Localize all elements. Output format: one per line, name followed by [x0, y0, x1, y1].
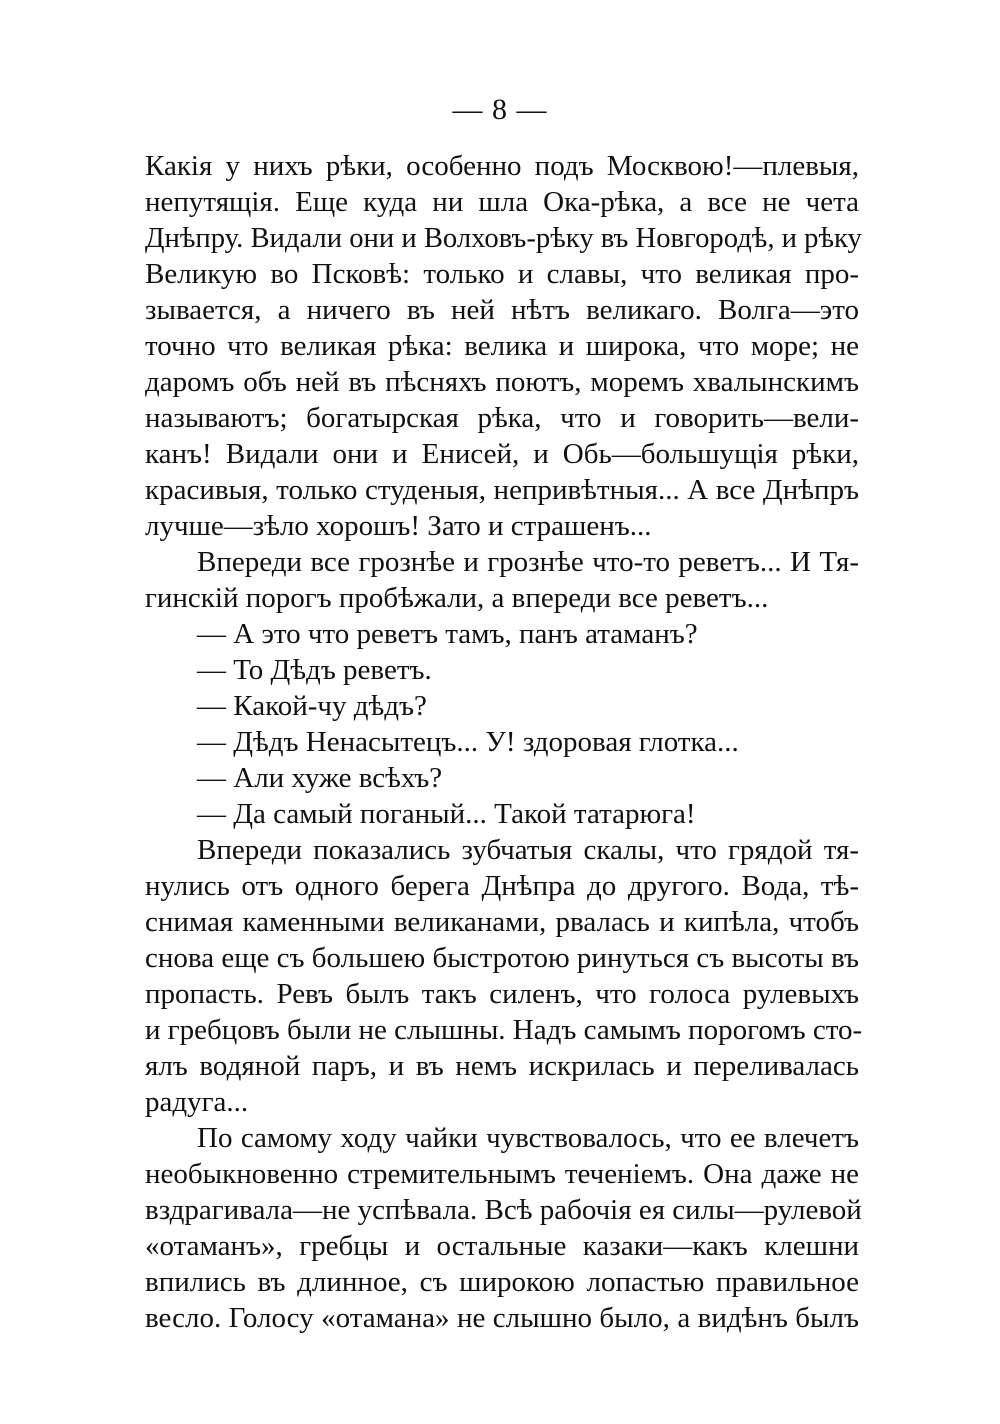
text-line: ялъ водяной паръ, и въ немъ искрилась и переливалась — [145, 1050, 859, 1082]
text-line: впились въ длинное, съ широкою лопастью правильное — [145, 1266, 859, 1298]
dialogue-line: — А это что реветъ тамъ, панъ атаманъ? — [197, 618, 698, 650]
text-line: лучше—зѣло хорошъ! Зато и страшенъ... — [145, 510, 652, 542]
dialogue-line: — Али хуже всѣхъ? — [197, 762, 443, 794]
text-line: Днѣпру. Видали они и Волховъ-рѣку въ Новгородѣ, и рѣку — [145, 222, 862, 254]
dialogue-line: — Дѣдъ Ненасытецъ... У! здоровая глотка... — [197, 726, 739, 758]
text-line: снова еще съ большею быстротою ринуться съ высоты въ — [145, 942, 859, 974]
text-line: Какія у нихъ рѣки, особенно подъ Москвою!—плевыя, — [145, 150, 859, 182]
text-line: необыкновенно стремительнымъ теченіемъ. Она даже не — [145, 1158, 859, 1190]
text-line: даромъ объ ней въ пѣсняхъ поютъ, моремъ хвалынскимъ — [145, 366, 859, 398]
text-line: зывается, а ничего въ ней нѣтъ великаго. Волга—это — [145, 294, 859, 326]
text-line: Великую во Псковѣ: только и славы, что великая про- — [145, 258, 859, 290]
text-line: снимая каменными великанами, рвалась и кипѣла, чтобъ — [145, 906, 859, 938]
text-line: Впереди показались зубчатыя скалы, что грядой тя- — [197, 834, 859, 866]
text-line: непутящія. Еще куда ни шла Ока-рѣка, а все не чета — [145, 186, 859, 218]
dialogue-line: — То Дѣдъ реветъ. — [197, 654, 432, 686]
text-line: канъ! Видали они и Енисей, и Обь—большущія рѣки, — [145, 438, 859, 470]
text-line: красивыя, только студеныя, непривѣтныя... А все Днѣпръ — [145, 474, 859, 506]
text-line: радуга... — [145, 1086, 249, 1118]
text-line: называютъ; богатырская рѣка, что и говорить—вели- — [145, 402, 859, 434]
dialogue-line: — Какой-чу дѣдъ? — [197, 690, 427, 722]
text-line: нулись отъ одного берега Днѣпра до другого. Вода, тѣ- — [145, 870, 859, 902]
text-line: весло. Голосу «отамана» не слышно было, а видѣнъ былъ — [145, 1302, 859, 1334]
dialogue-line: — Да самый поганый... Такой татарюга! — [197, 798, 696, 830]
text-line: точно что великая рѣка: велика и широка, что море; не — [145, 330, 859, 362]
text-line: вздрагивала—не успѣвала. Всѣ рабочія ея силы—рулевой — [145, 1194, 862, 1226]
text-line: гинскій порогъ пробѣжали, а впереди все реветъ... — [145, 582, 769, 614]
text-line: пропасть. Ревъ былъ такъ силенъ, что голоса рулевыхъ — [145, 978, 859, 1010]
text-line: Впереди все грознѣе и грознѣе что-то реветъ... И Тя- — [197, 546, 859, 578]
text-line: «отаманъ», гребцы и остальные казаки—какъ клешни — [145, 1230, 859, 1262]
text-line: и гребцовъ были не слышны. Надъ самымъ порогомъ сто- — [145, 1014, 863, 1046]
page-number: — 8 — — [452, 93, 548, 126]
text-line: По самому ходу чайки чувствовалось, что ее влечетъ — [197, 1122, 859, 1154]
